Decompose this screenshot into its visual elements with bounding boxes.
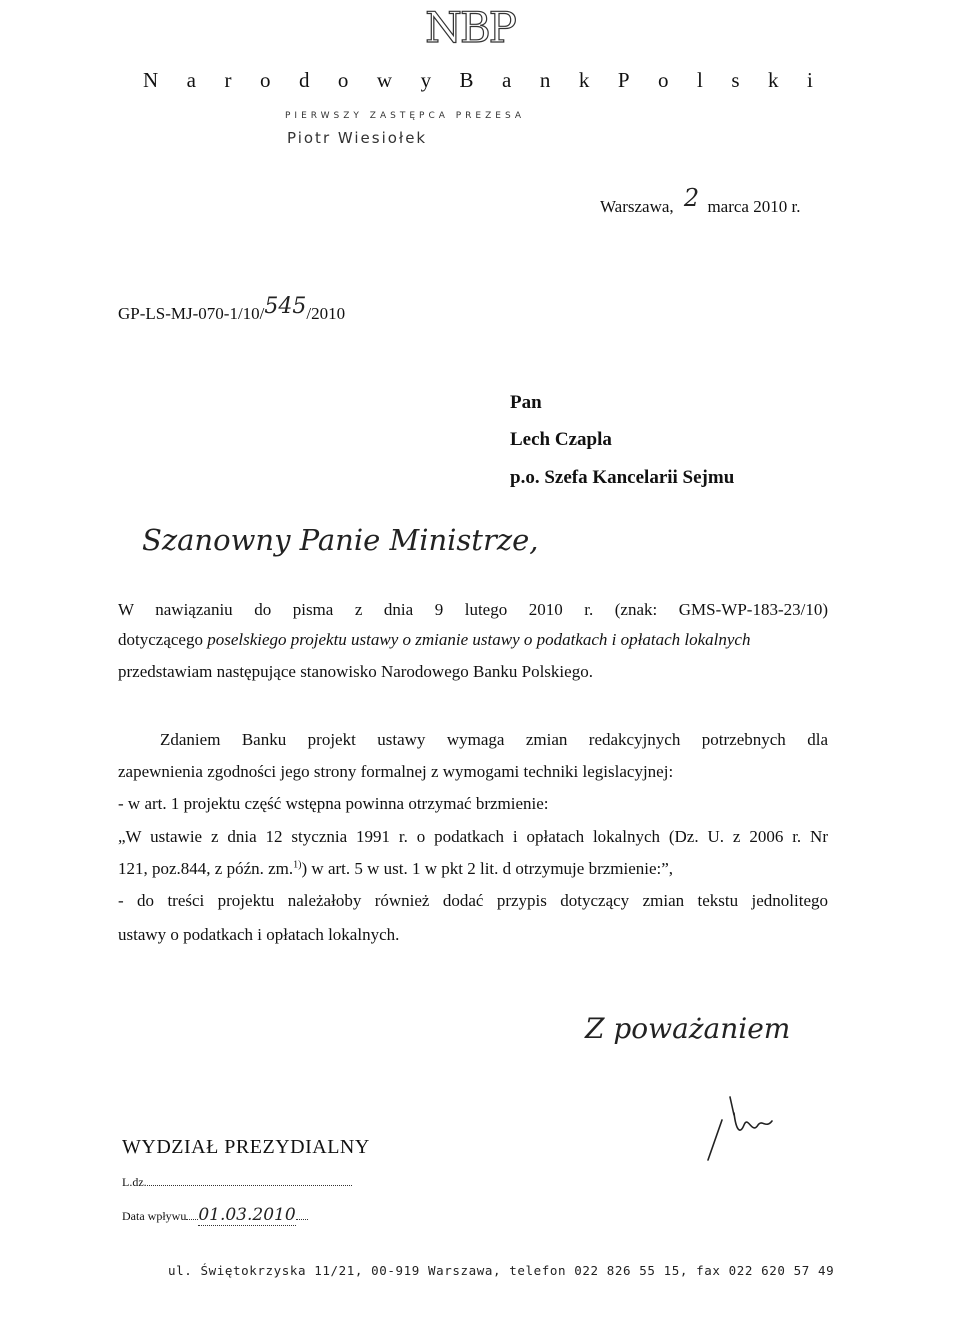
addressee-name: Lech Czapla [510, 429, 612, 450]
body-line [118, 859, 673, 879]
bank-name-letter: B [459, 68, 474, 92]
bank-name-letter: i [806, 68, 813, 92]
body-line: Zdaniem Banku projekt ustawy wymaga zmian redakcyjnych potrzebnych dla [160, 730, 828, 749]
stamp-ldz-label: L.dz. [122, 1175, 147, 1189]
bank-name-letter: w [376, 68, 393, 92]
body-line: - do treści projektu należałoby również dodać przypis dotyczący zmian tekstu jednolitego [118, 891, 828, 910]
stamp-title: WYDZIAŁ PREZYDIALNY [122, 1136, 370, 1158]
body-line: „W ustawie z dnia 12 stycznia 1991 r. o podatkach i opłatach lokalnych (Dz. U. z 2006 r. Nr [118, 827, 828, 846]
body-text: 121, poz.844, z późn. zm. [118, 859, 294, 878]
date-day-handwritten: 2 [683, 184, 700, 212]
bank-name [143, 68, 813, 93]
bank-name-letter: o [658, 68, 669, 92]
bank-name-letter: k [767, 68, 779, 92]
body-line [118, 630, 828, 650]
nbp-logo [415, 2, 525, 50]
stamp-ldz [122, 1175, 352, 1190]
handwritten-greeting: Szanowny Panie Ministrze, [142, 523, 539, 557]
body-line: W nawiązaniu do pisma z dnia 9 lutego 2010 r. (znak: GMS-WP-183-23/10) [118, 600, 828, 619]
body-text: ) w art. 5 w ust. 1 w pkt 2 lit. d otrzymuje brzmienie:”, [301, 859, 674, 878]
body-line: - w art. 1 projektu część wstępna powinna otrzymać brzmienie: [118, 794, 549, 813]
body-line: zapewnienia zgodności jego strony formalnej z wymogami techniki legislacyjnej: [118, 762, 674, 781]
svg-text:NBP: NBP [425, 3, 515, 50]
stamp-received-value: 01.03.2010 [198, 1205, 296, 1225]
footnote-ref: 1) [293, 859, 302, 871]
bank-name-letter: a [502, 68, 512, 92]
date-prefix: Warszawa, [600, 197, 674, 216]
deputy-title: PIERWSZY ZASTĘPCA PREZESA [285, 111, 525, 121]
reference-number [118, 294, 346, 325]
stamp-received [122, 1205, 308, 1225]
bank-name-letter: d [298, 68, 310, 92]
bill-title: poselskiego projektu ustawy o zmianie ustawy o podatkach i opłatach lokalnych [207, 630, 751, 649]
deputy-name: Piotr Wiesiołek [287, 129, 428, 147]
addressee-position: p.o. Szefa Kancelarii Sejmu [510, 467, 735, 488]
bank-name-letter: y [420, 68, 432, 92]
bank-name-letter: a [186, 68, 196, 92]
bank-name-letter: l [696, 68, 703, 92]
bank-name-letter: N [143, 68, 159, 92]
body-text: dotyczącego [118, 630, 208, 649]
bank-name-letter: s [731, 68, 740, 92]
letter-date [600, 184, 801, 218]
bank-name-letter: n [539, 68, 551, 92]
signature-initials [700, 1085, 780, 1170]
reference-prefix: GP-LS-MJ-070-1/10/ [118, 304, 265, 323]
reference-number-handwritten: 545 [264, 294, 307, 319]
stamp-received-label: Data wpływu [122, 1209, 187, 1223]
reference-suffix: /2010 [306, 304, 346, 323]
date-suffix: marca 2010 r. [707, 197, 801, 216]
handwritten-annotation: Z poważaniem [585, 1012, 791, 1045]
bank-name-letter: o [259, 68, 271, 92]
bank-name-letter: r [224, 68, 232, 92]
footer-address: ul. Świętokrzyska 11/21, 00-919 Warszawa, telefon 022 826 55 15, fax 022 620 57 49 [168, 1263, 835, 1278]
body-line: ustawy o podatkach i opłatach lokalnych. [118, 925, 400, 944]
bank-name-letter: P [617, 68, 630, 92]
body-line: przedstawiam następujące stanowisko Narodowego Banku Polskiego. [118, 662, 593, 681]
bank-name-letter: o [337, 68, 349, 92]
bank-name-letter: k [578, 68, 590, 92]
addressee-salutation: Pan [510, 392, 542, 413]
